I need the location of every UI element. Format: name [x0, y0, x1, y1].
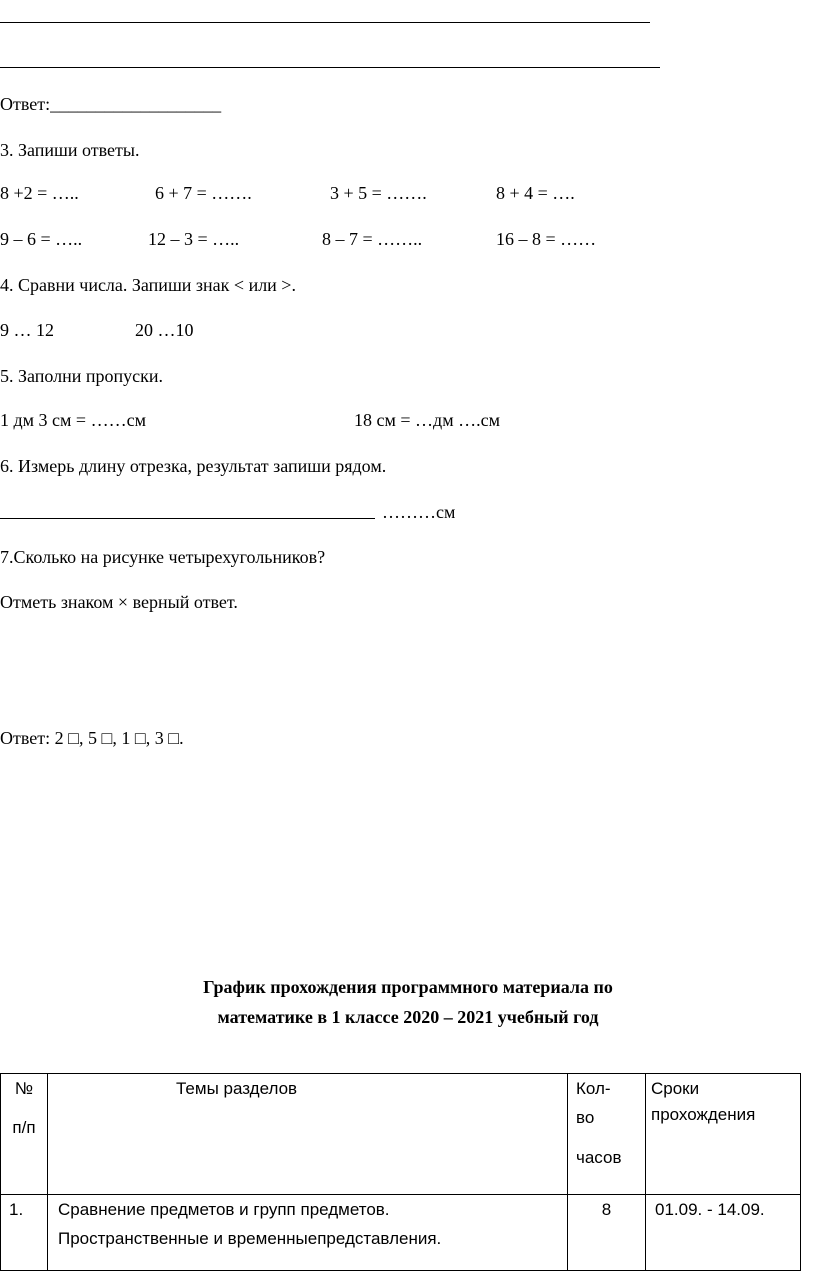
- task3-title: 3. Запиши ответы.: [0, 140, 140, 160]
- task3-expr: 16 – 8 = ……: [496, 229, 597, 249]
- header-number: [1, 1074, 48, 1195]
- task7-answer: Ответ: 2 □, 5 □, 1 □, 3 □.: [0, 728, 184, 748]
- header-dates-line2: прохождения: [651, 1105, 756, 1125]
- task7-title: 7.Сколько на рисунке четырехугольников?: [0, 547, 326, 567]
- task7-instruction: Отметь знаком × верный ответ.: [0, 592, 238, 612]
- row-topic-line2: Пространственные и временныепредставления.: [58, 1229, 442, 1249]
- header-dates-line1: Сроки: [651, 1079, 700, 1098]
- task3-expr: 6 + 7 = …….: [155, 183, 252, 203]
- task4-item: 20 …10: [135, 320, 194, 340]
- row-topic-line1: Сравнение предметов и групп предметов.: [58, 1200, 390, 1219]
- row-hours: 8: [568, 1195, 646, 1271]
- schedule-title-line2: математике в 1 классе 2020 – 2021 учебный год: [217, 1007, 599, 1027]
- task3-expr: 12 – 3 = …..: [148, 229, 240, 249]
- header-hours-line1: Кол-: [576, 1079, 611, 1098]
- schedule-title-line1: График прохождения программного материала по: [203, 977, 613, 997]
- task6-title: 6. Измерь длину отрезка, результат запиши рядом.: [0, 456, 387, 476]
- task5-title: 5. Заполни пропуски.: [0, 366, 164, 386]
- header-hours-line2: во: [576, 1108, 595, 1128]
- answer-rule-1: [0, 22, 650, 23]
- table-row: [1, 1195, 801, 1271]
- header-hours-line3: часов: [576, 1147, 622, 1167]
- task3-expr: 9 – 6 = …..: [0, 229, 83, 249]
- header-topics: Темы разделов: [48, 1074, 568, 1195]
- task3-expr: 3 + 5 = …….: [330, 183, 427, 203]
- task3-expr: 8 +2 = …..: [0, 183, 79, 203]
- task4-item: 9 … 12: [0, 320, 54, 340]
- answer-blank: ___________________: [50, 94, 222, 114]
- header-number-pp: п/п: [12, 1118, 36, 1138]
- answer-rule-2: [0, 67, 660, 68]
- row-topic: [48, 1195, 568, 1271]
- row-number: 1.: [1, 1195, 48, 1271]
- measure-segment: [0, 518, 375, 519]
- task3-expr: 8 + 4 = ….: [496, 183, 575, 203]
- header-number-symbol: №: [14, 1079, 34, 1098]
- answer-line: [0, 95, 221, 113]
- schedule-table: [0, 1073, 801, 1271]
- task3-expr: 8 – 7 = ……..: [322, 229, 423, 249]
- task5-item: 18 см = …дм ….см: [354, 410, 500, 430]
- task6-suffix: ………см: [382, 502, 456, 522]
- header-dates: [646, 1074, 801, 1195]
- task5-item: 1 дм 3 см = ……см: [0, 410, 146, 430]
- row-dates: 01.09. - 14.09.: [646, 1195, 801, 1271]
- table-header-row: [1, 1074, 801, 1195]
- task4-title: 4. Сравни числа. Запиши знак < или >.: [0, 275, 296, 295]
- answer-label: Ответ:: [0, 94, 51, 114]
- header-hours: [568, 1074, 646, 1195]
